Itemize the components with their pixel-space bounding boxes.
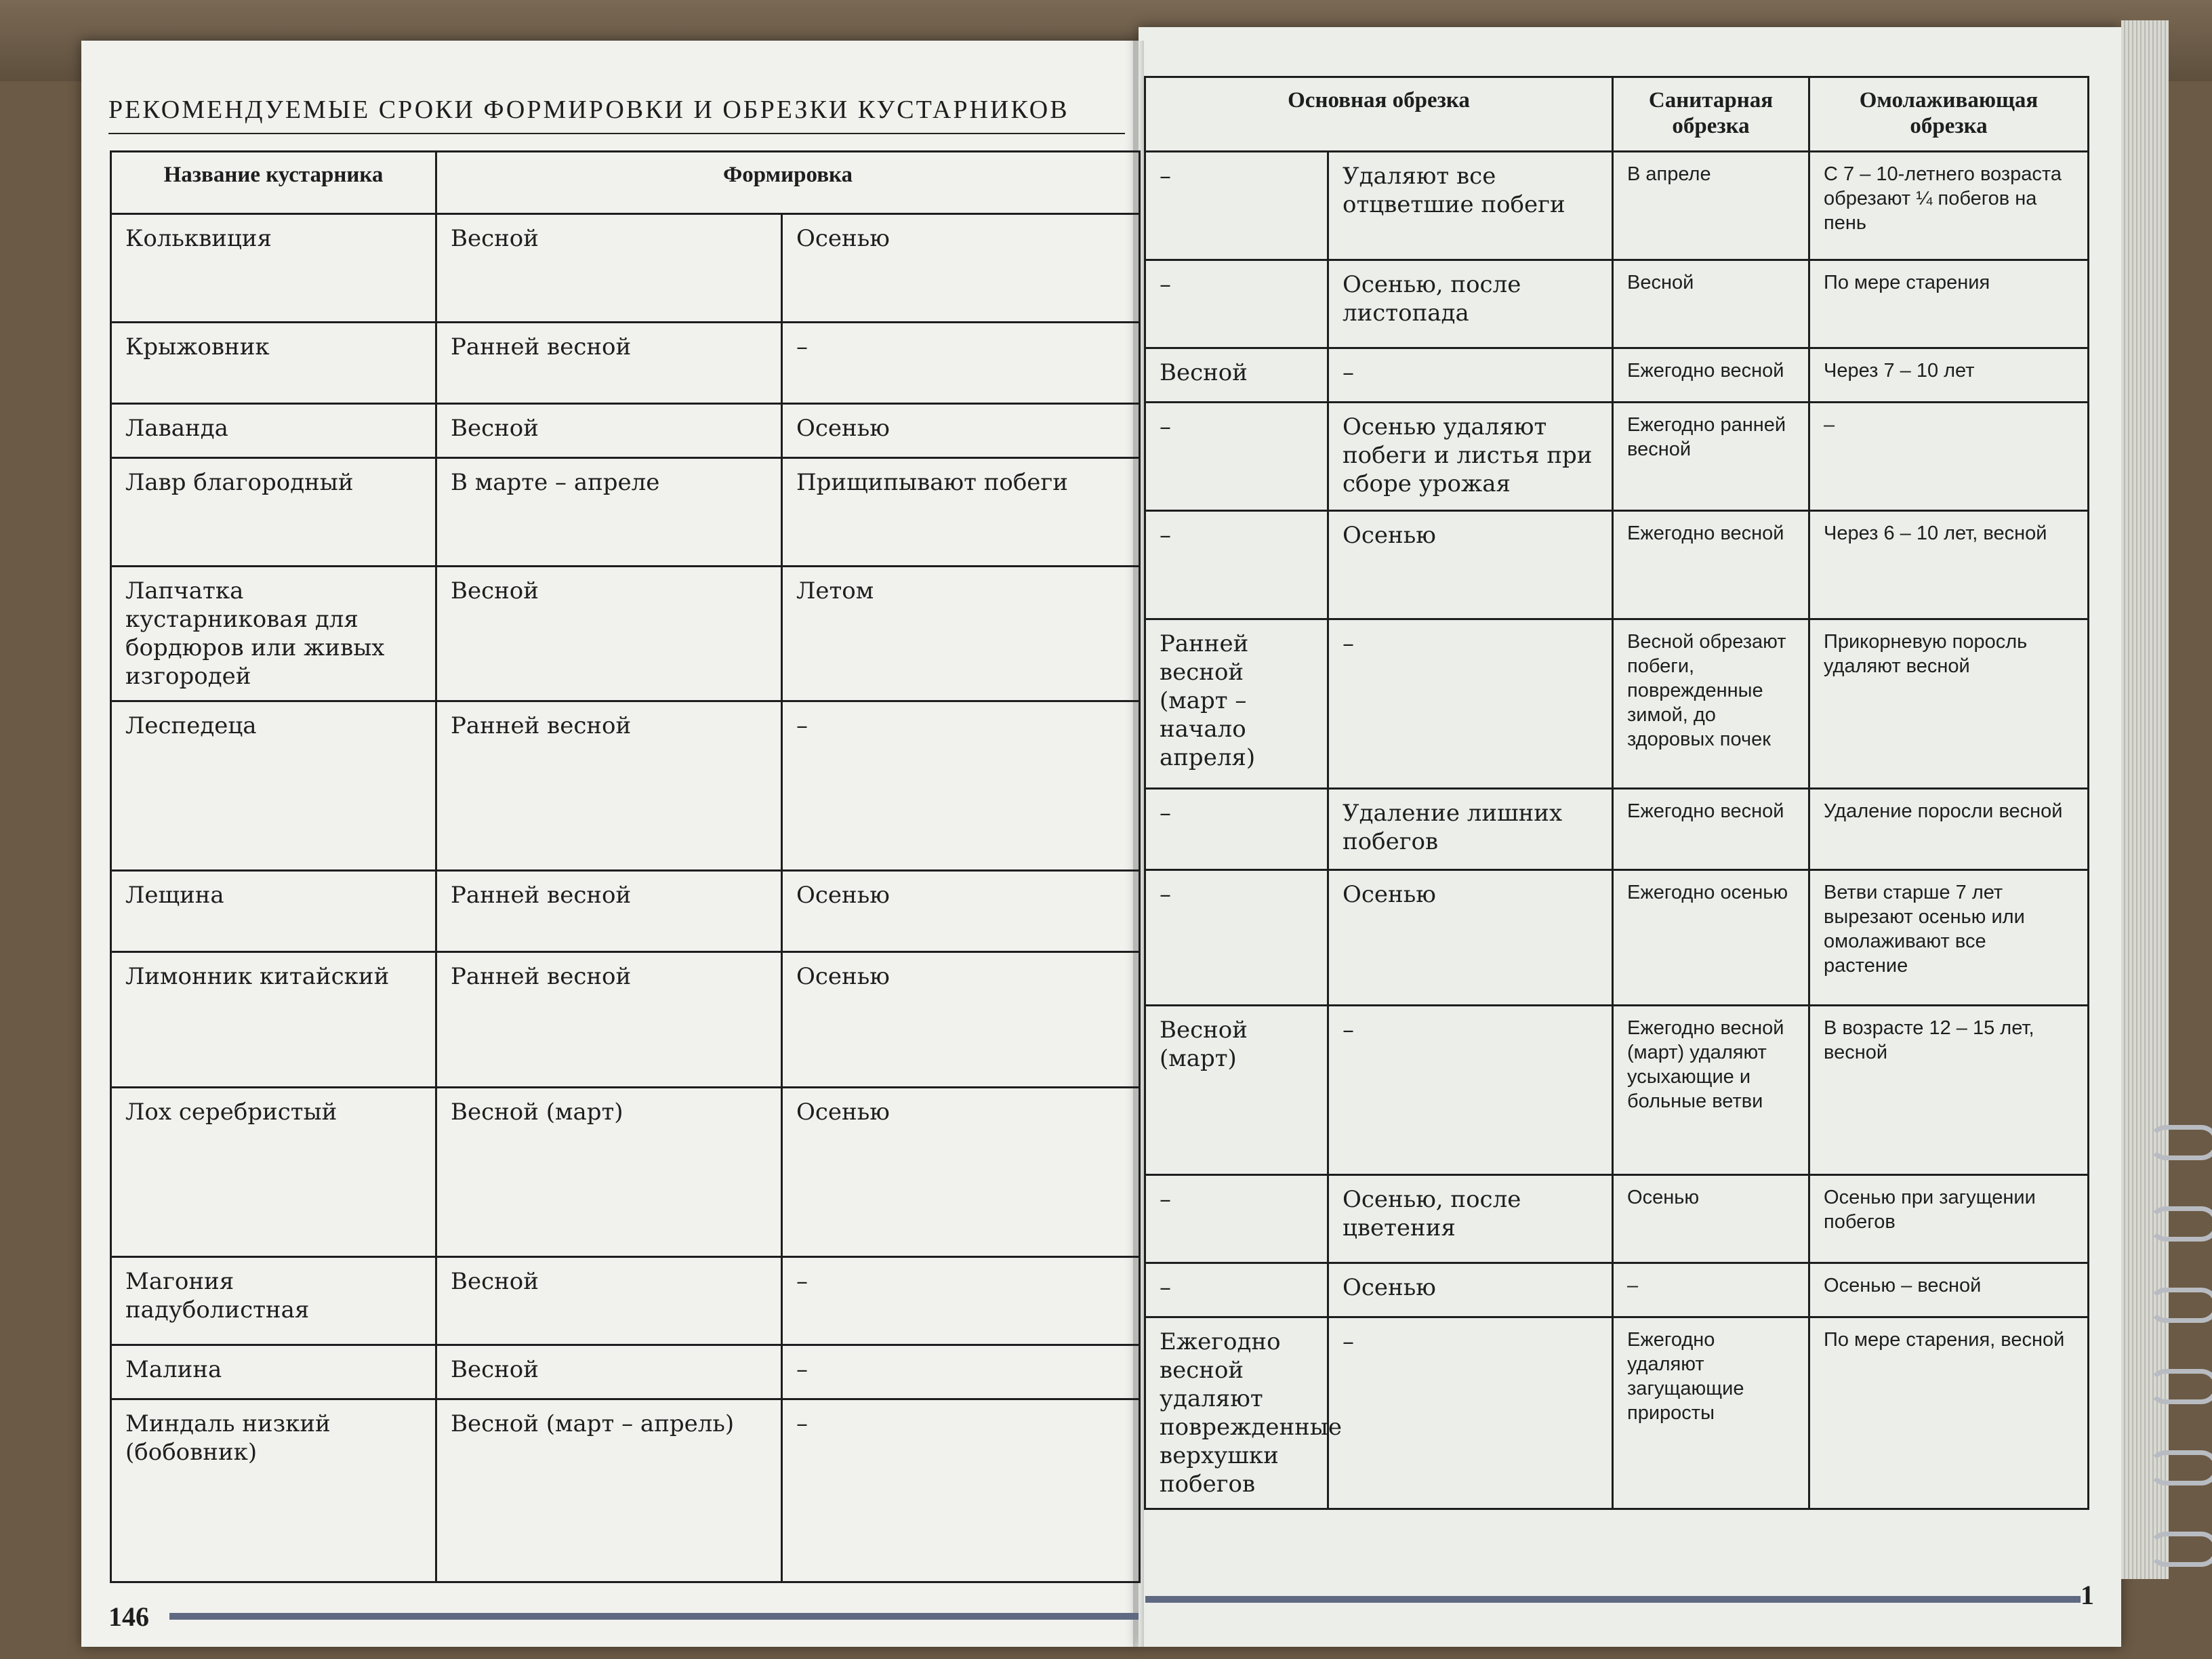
spiral-ring [2148,1206,2212,1242]
formation-autumn-cell: – [782,1399,1140,1582]
shrub-name-cell: Лещина [111,871,436,952]
main-pruning-cell-1: – [1145,260,1328,348]
rejuvenating-cell: Через 7 – 10 лет [1809,348,2089,403]
spiral-ring [2148,1532,2212,1567]
sanitary-cell: Ежегодно весной [1613,348,1809,403]
formation-autumn-cell: Осенью [782,952,1140,1088]
formation-autumn-cell: Летом [782,567,1140,701]
main-pruning-cell-1: Весной (март) [1145,1006,1328,1175]
shrub-name-cell: Лапчатка кустарниковая для бордюров или живых изгородей [111,567,436,701]
main-pruning-cell-2: – [1328,1317,1613,1509]
formation-spring-cell: Ранней весной [436,952,782,1088]
main-pruning-cell-2: Осенью удаляют побеги и листья при сборе урожая [1328,403,1613,511]
page-number-left: 146 [108,1601,149,1632]
table-row [1145,789,2089,870]
shrub-name-cell: Кольквиция [111,214,436,323]
spiral-ring [2148,1450,2212,1486]
sanitary-cell: – [1613,1263,1809,1317]
sanitary-cell: Ежегодно весной [1613,789,1809,870]
running-title: РЕКОМЕНДУЕМЫЕ СРОКИ ФОРМИРОВКИ И ОБРЕЗКИ КУСТАРНИКОВ [108,96,1069,124]
header-main-pruning: Основная обрезка [1145,77,1613,152]
rejuvenating-cell: Через 6 – 10 лет, весной [1809,511,2089,619]
formation-autumn-cell: – [782,1257,1140,1345]
main-pruning-cell-2: Удаление лишних побегов [1328,789,1613,870]
header-rejuvenating-pruning: Омолаживающая обрезка [1809,77,2089,152]
formation-autumn-cell: – [782,323,1140,404]
table-row [111,1399,1140,1582]
footer-bar-right [1145,1596,2081,1603]
table-row [1145,619,2089,789]
title-rule [108,133,1125,134]
rejuvenating-cell: Удаление поросли весной [1809,789,2089,870]
main-pruning-cell-2: – [1328,348,1613,403]
table-row [1145,870,2089,1006]
formation-autumn-cell: Осенью [782,1088,1140,1257]
main-pruning-cell-1: – [1145,403,1328,511]
table-row [1145,152,2089,260]
main-pruning-cell-1: – [1145,511,1328,619]
main-pruning-cell-2: Удаляют все отцветшие побеги [1328,152,1613,260]
shrub-name-cell: Лавр благородный [111,458,436,567]
shrub-name-cell: Магония падуболистная [111,1257,436,1345]
footer-bar-left [169,1613,1139,1620]
table-row [1145,1263,2089,1317]
spiral-ring [2148,1125,2212,1160]
main-pruning-cell-2: – [1328,619,1613,789]
main-pruning-cell-1: – [1145,152,1328,260]
formation-spring-cell: Весной [436,1345,782,1399]
rejuvenating-cell: По мере старения [1809,260,2089,348]
table-row [1145,1006,2089,1175]
main-pruning-cell-1: Ежегодно весной удаляют поврежденные верхушки побегов [1145,1317,1328,1509]
sanitary-cell: Осенью [1613,1175,1809,1263]
main-pruning-cell-1: – [1145,789,1328,870]
formation-autumn-cell: – [782,1345,1140,1399]
formation-autumn-cell: – [782,701,1140,871]
main-pruning-cell-1: – [1145,1263,1328,1317]
header-sanitary-pruning: Санитарная обрезка [1613,77,1809,152]
formation-spring-cell: Весной [436,214,782,323]
table-row [111,214,1140,323]
rejuvenating-cell: Осенью – весной [1809,1263,2089,1317]
shrub-name-cell: Миндаль низкий (бобовник) [111,1399,436,1582]
rejuvenating-cell: – [1809,403,2089,511]
formation-spring-cell: Весной [436,404,782,458]
formation-spring-cell: Весной [436,1257,782,1345]
spiral-ring [2148,1288,2212,1323]
main-pruning-cell-1: – [1145,1175,1328,1263]
rejuvenating-cell: Ветви старше 7 лет вырезают осенью или омолаживают все растение [1809,870,2089,1006]
table-row [1145,403,2089,511]
rejuvenating-cell: Осенью при загущении побегов [1809,1175,2089,1263]
formation-autumn-cell: Прищипывают побеги [782,458,1140,567]
main-pruning-cell-2: Осенью [1328,511,1613,619]
rejuvenating-cell: В возрасте 12 – 15 лет, весной [1809,1006,2089,1175]
formation-autumn-cell: Осенью [782,871,1140,952]
right-table [1144,76,2089,1510]
main-pruning-cell-1: – [1145,870,1328,1006]
table-row [111,323,1140,404]
sanitary-cell: В апреле [1613,152,1809,260]
sanitary-cell: Ежегодно удаляют загущающие приросты [1613,1317,1809,1509]
table-row [111,567,1140,701]
table-row [111,1088,1140,1257]
page-number-right: 1 [2081,1580,2094,1610]
table-row [1145,1317,2089,1509]
header-formation: Формировка [436,152,1140,214]
shrub-name-cell: Лимонник китайский [111,952,436,1088]
main-pruning-cell-1: Весной [1145,348,1328,403]
main-pruning-cell-2: Осенью [1328,1263,1613,1317]
page-edges [2121,20,2169,1579]
sanitary-cell: Ежегодно весной [1613,511,1809,619]
table-row [111,458,1140,567]
rejuvenating-cell: По мере старения, весной [1809,1317,2089,1509]
table-row [111,701,1140,871]
formation-autumn-cell: Осенью [782,214,1140,323]
formation-spring-cell: Ранней весной [436,871,782,952]
table-row [111,404,1140,458]
spiral-ring [2148,1369,2212,1404]
table-row [1145,1175,2089,1263]
main-pruning-cell-2: Осенью, после листопада [1328,260,1613,348]
sanitary-cell: Ежегодно весной (март) удаляют усыхающие и больные ветви [1613,1006,1809,1175]
shrub-name-cell: Малина [111,1345,436,1399]
table-row [111,871,1140,952]
table-row [1145,511,2089,619]
sanitary-cell: Весной [1613,260,1809,348]
formation-spring-cell: Ранней весной [436,701,782,871]
sanitary-cell: Весной обрезают побеги, поврежденные зимой, до здоровых почек [1613,619,1809,789]
sanitary-cell: Ежегодно осенью [1613,870,1809,1006]
formation-spring-cell: Весной [436,567,782,701]
main-pruning-cell-2: Осенью, после цветения [1328,1175,1613,1263]
table-row [1145,260,2089,348]
main-pruning-cell-1: Ранней весной (март – начало апреля) [1145,619,1328,789]
shrub-name-cell: Лох серебристый [111,1088,436,1257]
table-row [111,1257,1140,1345]
shrub-name-cell: Лаванда [111,404,436,458]
shrub-name-cell: Крыжовник [111,323,436,404]
table-row [111,1345,1140,1399]
rejuvenating-cell: С 7 – 10-летнего возраста обрезают ¼ побегов на пень [1809,152,2089,260]
formation-spring-cell: Весной (март – апрель) [436,1399,782,1582]
rejuvenating-cell: Прикорневую поросль удаляют весной [1809,619,2089,789]
formation-spring-cell: Ранней весной [436,323,782,404]
formation-spring-cell: Весной (март) [436,1088,782,1257]
table-row [1145,348,2089,403]
header-name: Название кустарника [111,152,436,214]
main-pruning-cell-2: Осенью [1328,870,1613,1006]
shrub-name-cell: Леспедеца [111,701,436,871]
left-table [110,150,1141,1583]
formation-autumn-cell: Осенью [782,404,1140,458]
table-row [111,952,1140,1088]
main-pruning-cell-2: – [1328,1006,1613,1175]
formation-spring-cell: В марте – апреле [436,458,782,567]
sanitary-cell: Ежегодно ранней весной [1613,403,1809,511]
